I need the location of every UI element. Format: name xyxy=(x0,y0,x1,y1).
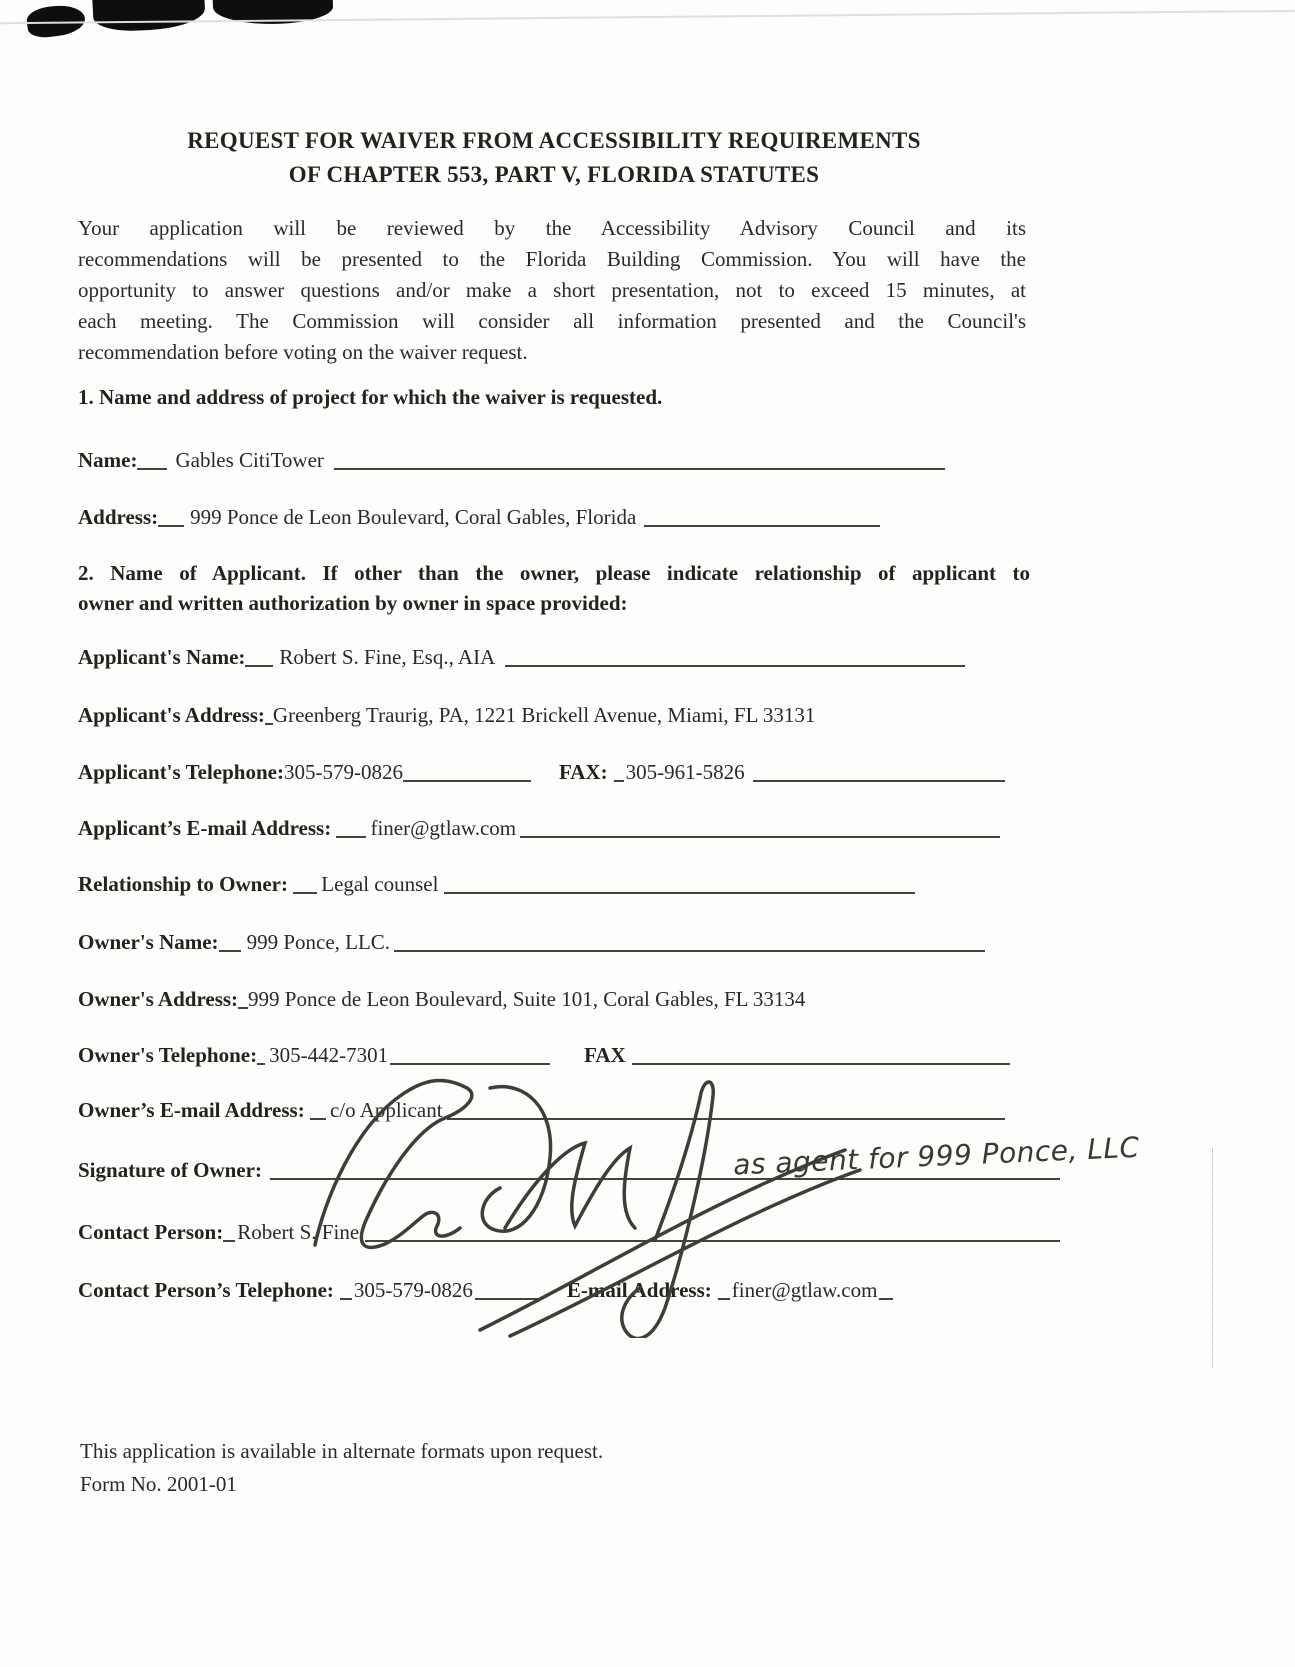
project-name-value: Gables CitiTower xyxy=(175,448,324,472)
blank-line xyxy=(245,665,273,667)
owner-fax-label: FAX xyxy=(584,1043,626,1067)
intro-line: Your application will be reviewed by the Accessibility Advisory Council and its xyxy=(78,216,1026,240)
intro-line: recommendation before voting on the waiver request. xyxy=(78,340,528,364)
contact-person-value: Robert S. Fine xyxy=(237,1220,360,1244)
section1-heading: 1. Name and address of project for which the waiver is requested. xyxy=(78,385,663,409)
intro-line: recommendations will be presented to the Florida Building Commission. You will have the xyxy=(78,247,1026,271)
owner-name-label: Owner's Name: xyxy=(78,930,219,954)
field-row-applicant-email xyxy=(78,816,1000,841)
owner-address-value: 999 Ponce de Leon Boulevard, Suite 101, Coral Gables, FL 33134 xyxy=(248,987,806,1011)
intro-paragraph xyxy=(78,213,1026,368)
fill-line xyxy=(444,892,915,894)
intro-line: each meeting. The Commission will consider all information presented and the Council's xyxy=(78,309,1026,333)
blank-line xyxy=(219,950,241,952)
handwritten-agent-note: as agent for 999 Ponce, LLC xyxy=(732,1130,1141,1182)
blank-line xyxy=(293,892,317,894)
blank-line xyxy=(336,836,366,838)
fill-line xyxy=(505,665,965,667)
relationship-to-owner-value: Legal counsel xyxy=(321,872,439,896)
owner-name-value: 999 Ponce, LLC. xyxy=(246,930,391,954)
field-row-owner-address xyxy=(78,987,805,1012)
scan-artifact-blob xyxy=(212,0,333,26)
blank-line xyxy=(403,780,531,782)
footer-availability-note: This application is available in alternate formats upon request. xyxy=(80,1439,604,1463)
blank-line xyxy=(265,723,273,725)
applicant-telephone-label: Applicant's Telephone: xyxy=(78,760,284,784)
owner-address-label: Owner's Address: xyxy=(78,987,239,1011)
owner-telephone-label: Owner's Telephone: xyxy=(78,1043,258,1067)
section2-heading xyxy=(78,558,1030,618)
fill-line xyxy=(334,468,945,470)
applicant-address-label: Applicant's Address: xyxy=(78,703,265,727)
intro-line: opportunity to answer questions and/or make a short presentation, not to exceed 15 minutes, at xyxy=(78,278,1026,302)
field-row-project-name xyxy=(78,448,945,473)
relationship-to-owner-label: Relationship to Owner: xyxy=(78,872,294,896)
blank-line xyxy=(158,525,184,527)
fill-line xyxy=(520,836,1000,838)
applicant-address-value: Greenberg Traurig, PA, 1221 Brickell Avenue, Miami, FL 33131 xyxy=(272,703,816,727)
applicant-email-value: finer@gtlaw.com xyxy=(370,816,517,840)
contact-email-value: finer@gtlaw.com xyxy=(731,1278,878,1302)
contact-telephone-label: Contact Person’s Telephone: xyxy=(78,1278,334,1302)
project-name-label: Name: xyxy=(78,448,138,472)
applicant-telephone-value: 305-579-0826 xyxy=(283,760,403,784)
fill-line xyxy=(394,950,985,952)
form-title-line2: OF CHAPTER 553, PART V, FLORIDA STATUTES xyxy=(288,162,820,187)
project-address-value: 999 Ponce de Leon Boulevard, Coral Gables, Florida xyxy=(190,505,637,529)
applicant-name-label: Applicant's Name: xyxy=(78,645,246,669)
scan-artifact-blob xyxy=(92,0,206,33)
field-row-applicant-address xyxy=(78,703,815,728)
owner-signature xyxy=(295,1048,895,1338)
scan-fold-line xyxy=(1212,1148,1213,1368)
field-row-project-address xyxy=(78,505,880,530)
owner-telephone-value: 305-442-7301 xyxy=(269,1043,389,1067)
applicant-fax-value: 305-961-5826 xyxy=(625,760,745,784)
contact-telephone-value: 305-579-0826 xyxy=(353,1278,473,1302)
field-row-owner-name xyxy=(78,930,985,955)
applicant-email-label: Applicant’s E-mail Address: xyxy=(78,816,337,840)
blank-line xyxy=(223,1240,235,1242)
blank-line xyxy=(137,468,167,470)
applicant-fax-label: FAX: xyxy=(558,760,608,784)
blank-line xyxy=(614,780,624,782)
fill-line xyxy=(753,780,1005,782)
form-title-line1: REQUEST FOR WAIVER FROM ACCESSIBILITY REQUIREMENTS xyxy=(187,128,921,153)
fill-line xyxy=(644,525,880,527)
section2-line2: owner and written authorization by owner in space provided: xyxy=(78,591,628,615)
applicant-name-value: Robert S. Fine, Esq., AIA xyxy=(279,645,496,669)
signature-of-owner-label: Signature of Owner: xyxy=(78,1158,262,1182)
contact-person-label: Contact Person: xyxy=(78,1220,224,1244)
section2-line1: 2. Name of Applicant. If other than the owner, please indicate relationship of applicant to xyxy=(78,561,1030,585)
blank-line xyxy=(238,1007,248,1009)
footer-form-number: Form No. 2001-01 xyxy=(80,1472,237,1496)
blank-line xyxy=(257,1063,265,1065)
project-address-label: Address: xyxy=(78,505,159,529)
field-row-relationship-to-owner xyxy=(78,872,915,897)
field-row-applicant-telephone xyxy=(78,760,1005,785)
contact-email-label: E-mail Address: xyxy=(566,1278,712,1302)
owner-email-label: Owner’s E-mail Address: xyxy=(78,1098,310,1122)
owner-email-value: c/o Applicant xyxy=(329,1098,443,1122)
field-row-applicant-name xyxy=(78,645,965,670)
